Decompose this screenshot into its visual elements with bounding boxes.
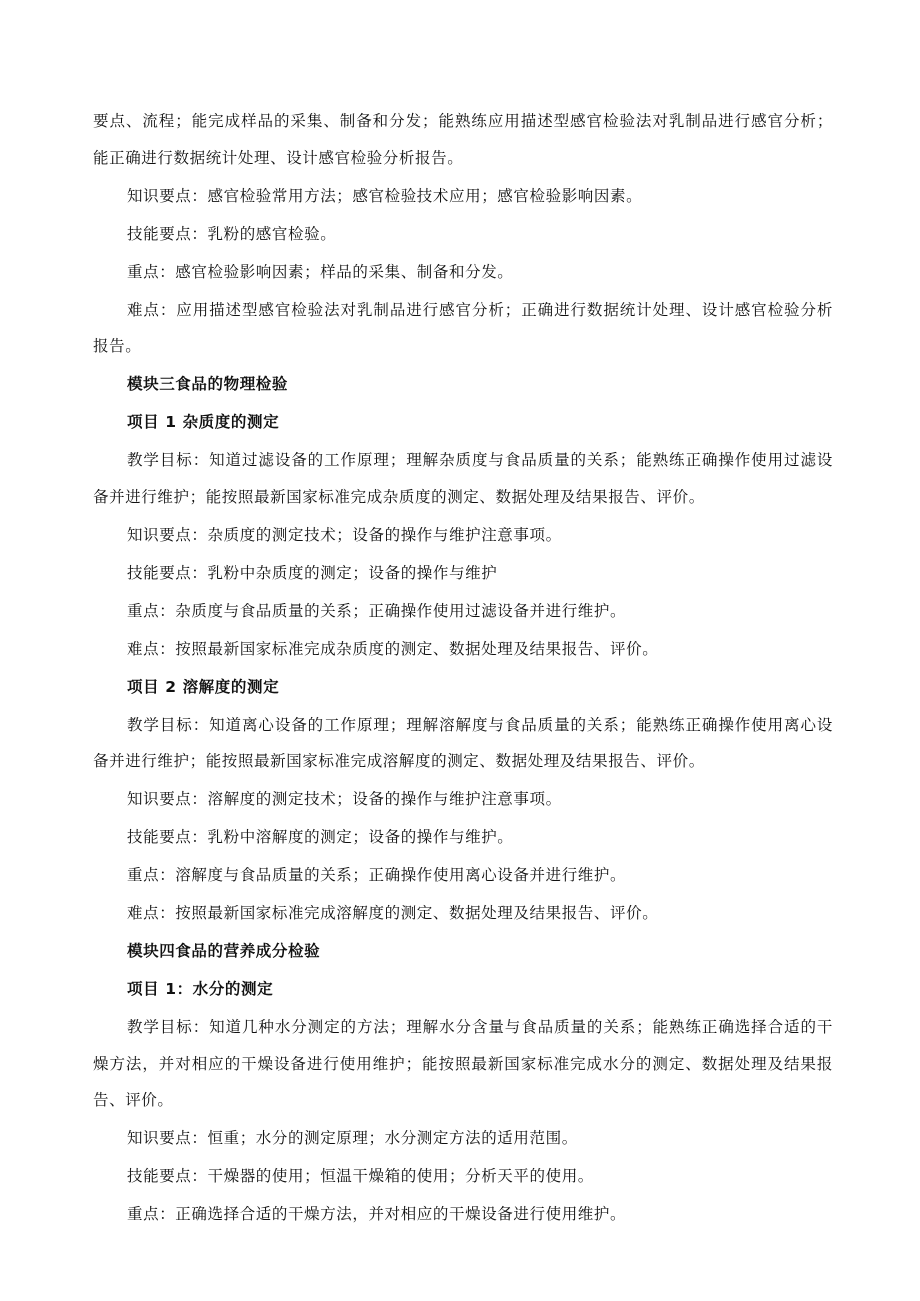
paragraph-teaching-goals: 教学目标：知道几种水分测定的方法；理解水分含量与食品质量的关系；能熟练正确选择合适的干燥方法，并对相应的干燥设备进行使用维护；能按照最新国家标准完成水分的测定、数据处理及结果报告、评价。 [93, 1018, 833, 1109]
paragraph-key-points: 重点：正确选择合适的干燥方法，并对相应的干燥设备进行使用维护。 [127, 1205, 627, 1223]
paragraph-skill-points: 技能要点：干燥器的使用；恒温干燥箱的使用；分析天平的使用。 [127, 1167, 594, 1185]
paragraph-knowledge-points: 知识要点：溶解度的测定技术；设备的操作与维护注意事项。 [127, 790, 562, 808]
project-heading: 项目 1 杂质度的测定 [127, 413, 280, 431]
paragraph-key-points: 重点：溶解度与食品质量的关系；正确操作使用离心设备并进行维护。 [127, 866, 627, 884]
paragraph-knowledge-points: 知识要点：恒重；水分的测定原理；水分测定方法的适用范围。 [127, 1129, 578, 1147]
paragraph-skill-points: 技能要点：乳粉中杂质度的测定；设备的操作与维护 [127, 563, 498, 582]
project-heading: 项目 1：水分的测定 [127, 980, 274, 998]
paragraph-key-points: 重点：杂质度与食品质量的关系；正确操作使用过滤设备并进行维护。 [127, 601, 627, 620]
document-body [93, 103, 833, 1234]
paragraph-teaching-goals: 教学目标：知道离心设备的工作原理；理解溶解度与食品质量的关系；能熟练正确操作使用离心设备并进行维护；能按照最新国家标准完成溶解度的测定、数据处理及结果报告、评价。 [93, 715, 833, 770]
paragraph-knowledge-points: 知识要点：杂质度的测定技术；设备的操作与维护注意事项。 [127, 525, 562, 544]
project-heading: 项目 2 溶解度的测定 [127, 677, 280, 696]
paragraph-continued: 要点、流程；能完成样品的采集、制备和分发；能熟练应用描述型感官检验法对乳制品进行感官分析；能正确进行数据统计处理、设计感官检验分析报告。 [93, 112, 833, 167]
paragraph-skill-points: 技能要点：乳粉中溶解度的测定；设备的操作与维护。 [127, 828, 514, 846]
module-heading: 模块三食品的物理检验 [127, 375, 289, 393]
paragraph-key-points: 重点：感官检验影响因素；样品的采集、制备和分发。 [127, 262, 514, 281]
paragraph-knowledge-points: 知识要点：感官检验常用方法；感官检验技术应用；感官检验影响因素。 [127, 186, 643, 205]
paragraph-difficult-points: 难点：按照最新国家标准完成杂质度的测定、数据处理及结果报告、评价。 [127, 639, 659, 658]
paragraph-skill-points: 技能要点：乳粉的感官检验。 [127, 224, 337, 243]
paragraph-difficult-points: 难点：按照最新国家标准完成溶解度的测定、数据处理及结果报告、评价。 [127, 904, 659, 922]
module-heading: 模块四食品的营养成分检验 [127, 942, 321, 960]
paragraph-teaching-goals: 教学目标：知道过滤设备的工作原理；理解杂质度与食品质量的关系；能熟练正确操作使用过滤设备并进行维护；能按照最新国家标准完成杂质度的测定、数据处理及结果报告、评价。 [93, 451, 833, 506]
paragraph-difficult-points: 难点：应用描述型感官检验法对乳制品进行感官分析；正确进行数据统计处理、设计感官检验分析报告。 [93, 300, 833, 355]
